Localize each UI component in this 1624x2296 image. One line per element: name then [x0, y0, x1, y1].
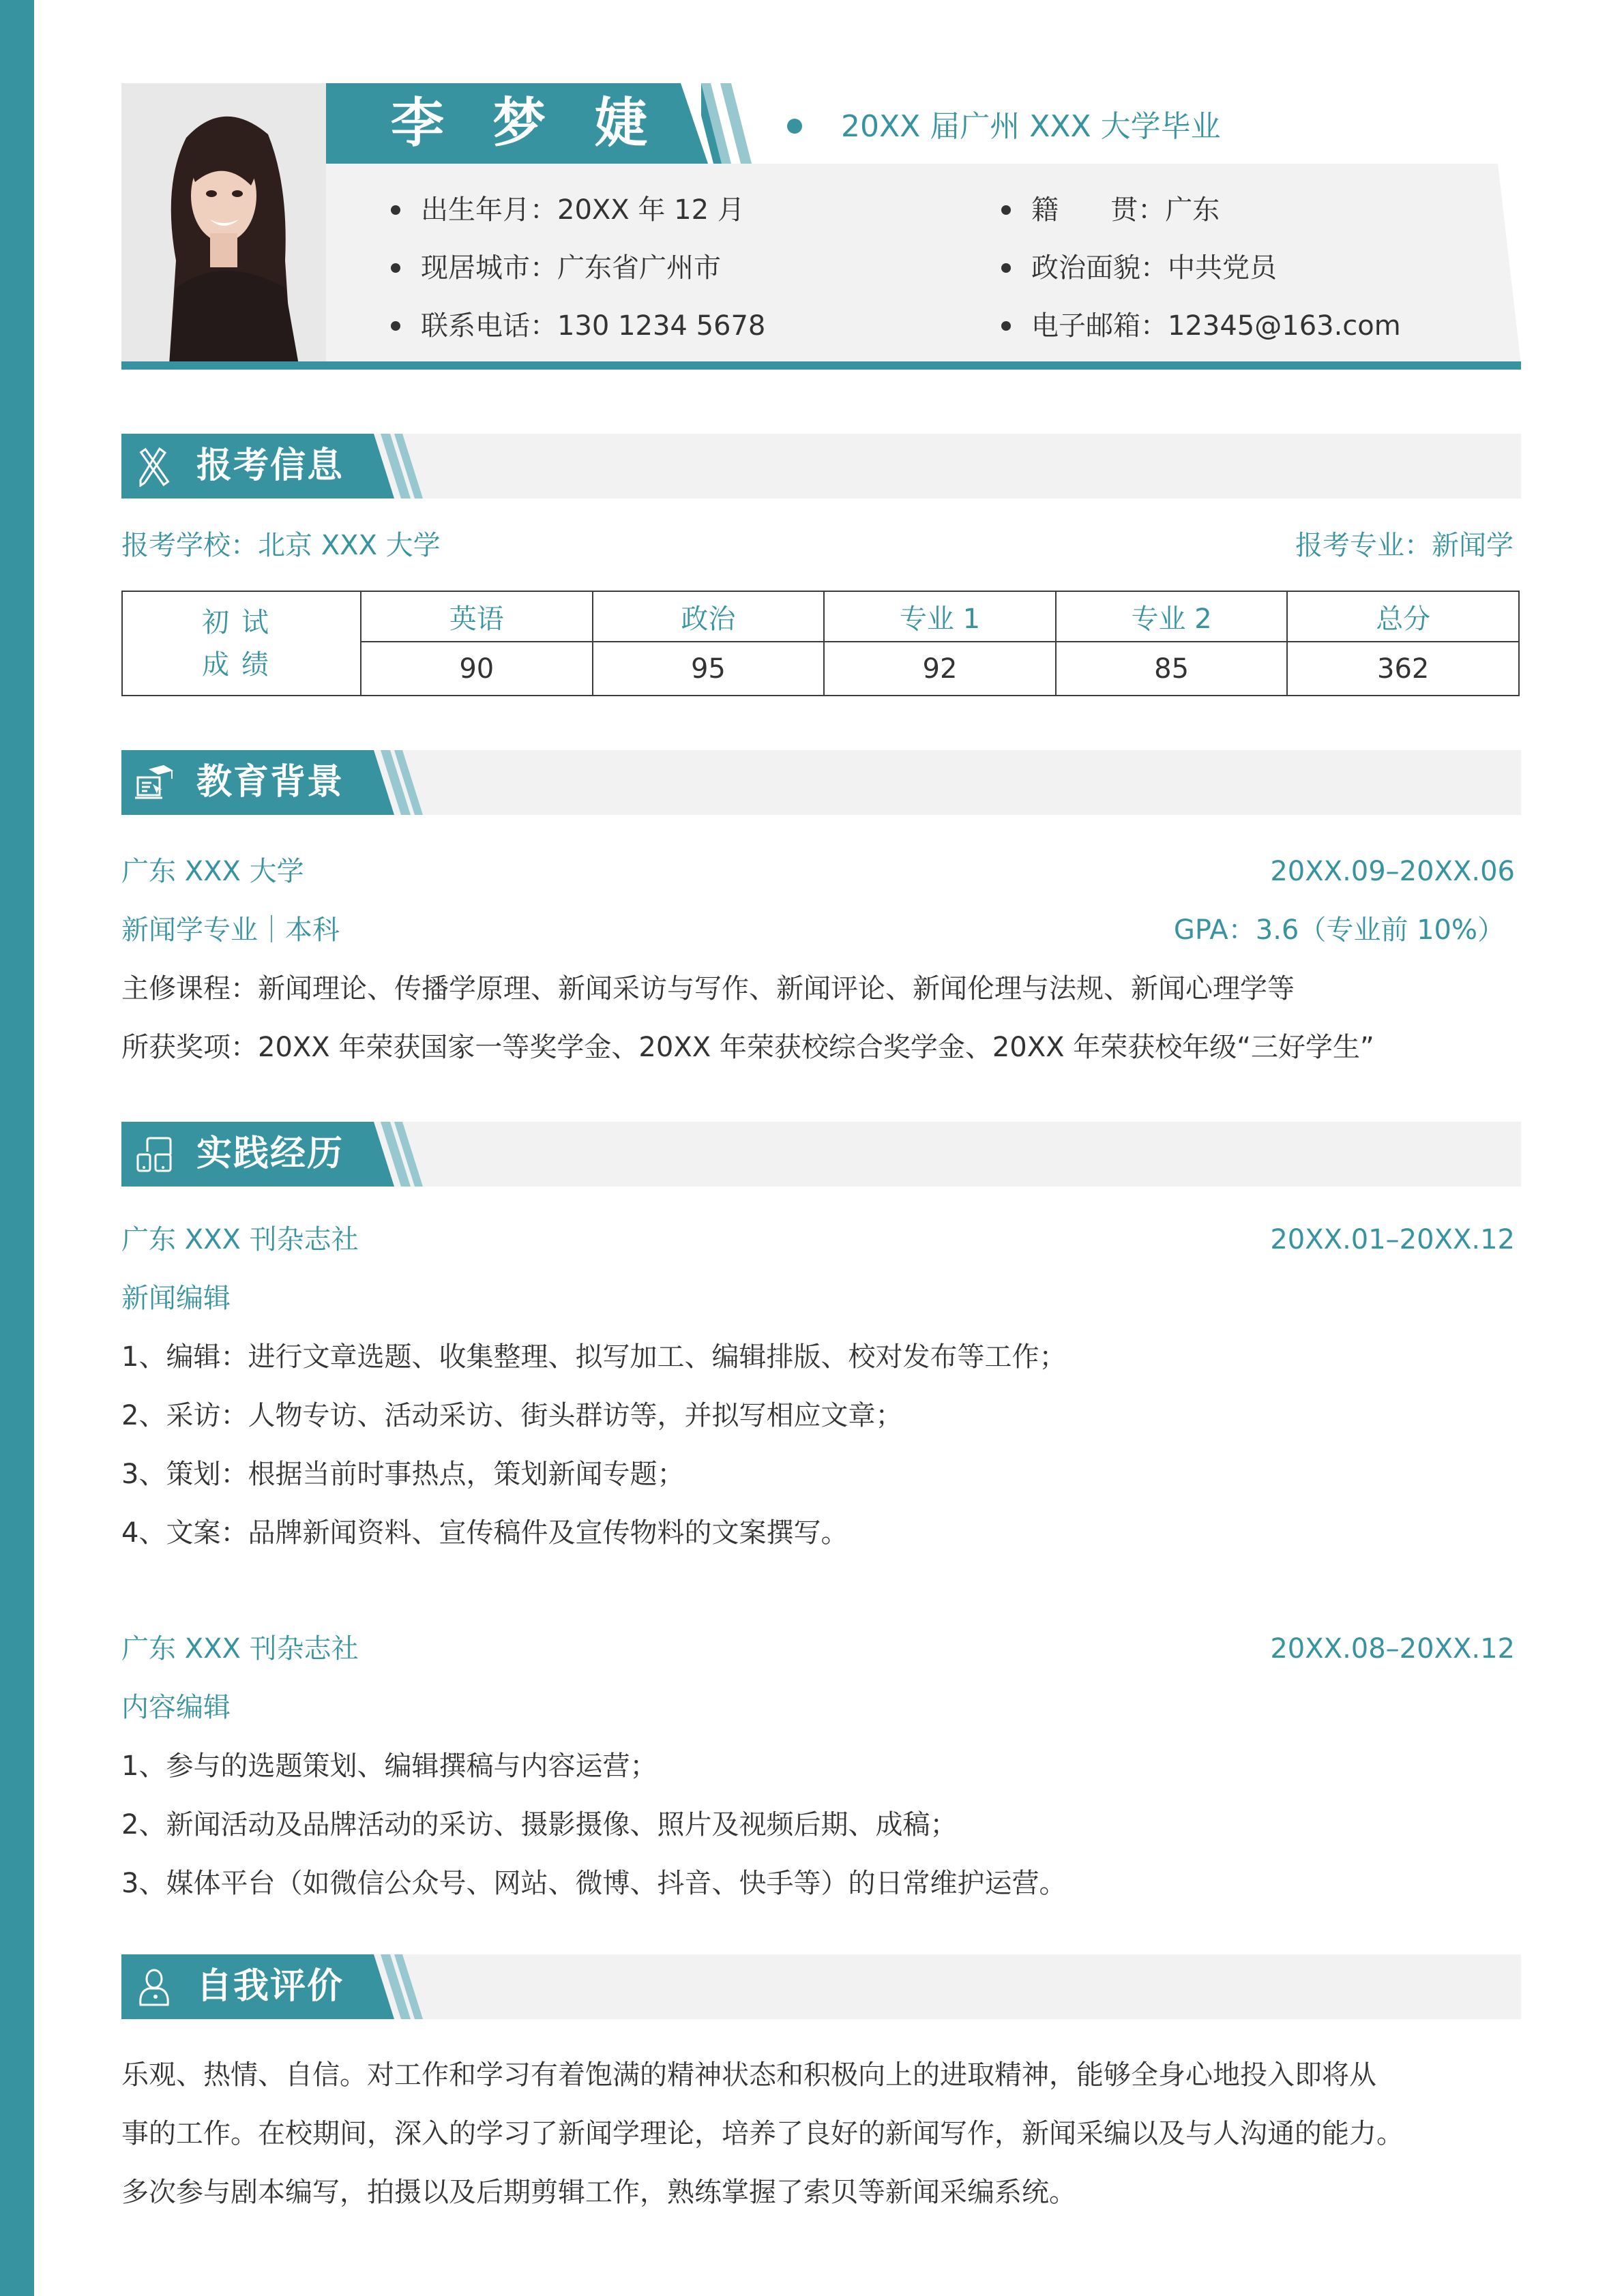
bullet-dot-icon: [391, 263, 400, 273]
header-underline: [121, 361, 1521, 370]
section-header-experience: [121, 1122, 1521, 1187]
duty-item: 3、媒体平台（如微信公众号、网站、微博、抖音、快手等）的日常维护运营。: [121, 1868, 1067, 1899]
awards: 所获奖项：20XX 年荣获国家一等奖学金、20XX 年荣获校综合奖学金、20XX 年荣获校年级“三好学生”: [121, 1032, 1374, 1063]
duty-item: 3、策划：根据当前时事热点，策划新闻专题；: [121, 1459, 685, 1490]
info-label: 现居城市：: [421, 252, 557, 284]
candidate-name: 李 梦 婕: [391, 93, 663, 154]
section-header-education: [121, 750, 1521, 815]
table-header: 总分: [1287, 591, 1519, 642]
info-political-status: [1001, 250, 1277, 286]
info-value: 20XX 年 12 月: [557, 194, 745, 226]
info-label: 联系电话：: [421, 310, 557, 342]
info-label: 政治面貌：: [1031, 252, 1168, 284]
info-native-place: [1001, 192, 1220, 228]
section-title: 报考信息: [196, 445, 344, 486]
duty-item: 2、采访：人物专访、活动采访、街头群访等，并拟写相应文章；: [121, 1400, 903, 1431]
duty-item: 1、编辑：进行文章选题、收集整理、拟写加工、编辑排版、校对发布等工作；: [121, 1341, 1067, 1373]
score-table: [121, 591, 1520, 696]
school-name: 广东 XXX 大学: [121, 856, 304, 887]
table-cell: 95: [593, 642, 825, 696]
info-value: 130 1234 5678: [557, 310, 766, 342]
self-evaluation-text: 事的工作。在校期间，深入的学习了新闻学理论，培养了良好的新闻写作，新闻采编以及与人沟通的能力。: [121, 2118, 1404, 2149]
gpa: GPA：3.6（专业前 10%）: [1173, 914, 1505, 946]
graduation-cap-laptop-icon: [134, 762, 175, 803]
duty-item: 4、文案：品牌新闻资料、宣传稿件及宣传物料的文案撰写。: [121, 1517, 848, 1549]
info-label: 出生年月：: [421, 194, 557, 226]
info-value: 广东: [1165, 194, 1220, 226]
section-title: 教育背景: [196, 762, 344, 803]
info-value: 中共党员: [1168, 252, 1277, 284]
table-cell: 85: [1056, 642, 1288, 696]
table-header: 专业 1: [824, 591, 1056, 642]
avatar: [121, 83, 326, 365]
target-school: 报考学校：北京 XXX 大学: [121, 530, 441, 561]
decorative-stripes: [701, 83, 776, 164]
table-cell: 362: [1287, 642, 1519, 696]
table-cell: 90: [361, 642, 593, 696]
bullet-dot-icon: [787, 119, 802, 134]
info-city: [391, 250, 721, 286]
job-role: 新闻编辑: [121, 1283, 231, 1314]
table-header: 专业 2: [1056, 591, 1288, 642]
bullet-dot-icon: [391, 321, 400, 331]
job-role: 内容编辑: [121, 1692, 231, 1723]
graduation-info: 20XX 届广州 XXX 大学毕业: [841, 109, 1221, 144]
section-header-exam: [121, 434, 1521, 498]
info-email: [1001, 308, 1401, 344]
info-label: 电子邮箱：: [1031, 310, 1168, 342]
bullet-dot-icon: [391, 205, 400, 215]
major-degree: 新闻学专业｜本科: [121, 914, 340, 946]
self-evaluation-text: 乐观、热情、自信。对工作和学习有着饱满的精神状态和积极向上的进取精神，能够全身心地投入即将从: [121, 2059, 1376, 2091]
table-header: 英语: [361, 591, 593, 642]
table-cell: 92: [824, 642, 1056, 696]
info-value: 广东省广州市: [557, 252, 721, 284]
education-period: 20XX.09–20XX.06: [1270, 856, 1515, 887]
organization: 广东 XXX 刊杂志社: [121, 1224, 359, 1255]
section-header-self-evaluation: [121, 1954, 1521, 2019]
target-major: 报考专业：新闻学: [1295, 530, 1514, 561]
profile-header: [121, 83, 1521, 368]
table-header: 政治: [593, 591, 825, 642]
self-evaluation-text: 多次参与剧本编写，拍摄以及后期剪辑工作，熟练掌握了索贝等新闻采编系统。: [121, 2177, 1076, 2208]
section-title: 实践经历: [196, 1133, 344, 1174]
bullet-dot-icon: [1001, 263, 1011, 273]
duty-item: 1、参与的选题策划、编辑撰稿与内容运营；: [121, 1750, 658, 1782]
score-row-label: 初试 成绩: [122, 591, 361, 696]
left-accent-bar: [0, 0, 34, 2296]
info-phone: [391, 308, 765, 344]
info-value: 12345@163.com: [1168, 310, 1401, 342]
bullet-dot-icon: [1001, 321, 1011, 331]
experience-period: 20XX.01–20XX.12: [1270, 1224, 1515, 1255]
info-birth: [391, 192, 745, 228]
devices-icon: [134, 1134, 175, 1175]
courses: 主修课程：新闻理论、传播学原理、新闻采访与写作、新闻评论、新闻伦理与法规、新闻心理学等: [121, 973, 1295, 1004]
section-title: 自我评价: [196, 1966, 344, 2007]
experience-period: 20XX.08–20XX.12: [1270, 1633, 1515, 1665]
organization: 广东 XXX 刊杂志社: [121, 1633, 359, 1665]
person-icon: [134, 1967, 175, 2008]
duty-item: 2、新闻活动及品牌活动的采访、摄影摄像、照片及视频后期、成稿；: [121, 1809, 958, 1840]
bullet-dot-icon: [1001, 205, 1011, 215]
info-label: 籍 贯：: [1031, 194, 1166, 226]
pencil-ruler-icon: [134, 446, 175, 487]
